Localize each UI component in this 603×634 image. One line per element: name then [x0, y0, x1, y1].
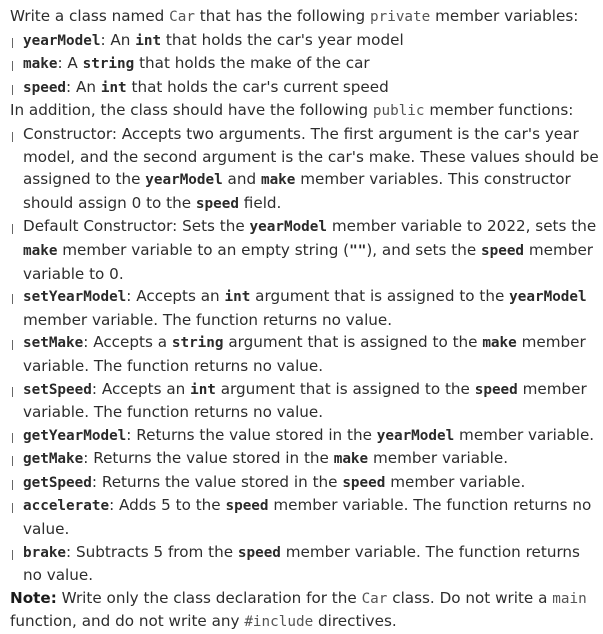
list-item: accelerate: Adds 5 to the speed member variable. The function returns no value.: [23, 494, 599, 540]
list-item: speed: An int that holds the car's current speed: [23, 76, 599, 100]
note-label: Note:: [10, 588, 57, 607]
list-item: setMake: Accepts a string argument that is assigned to the make member variable. The function returns no value.: [23, 331, 599, 377]
note-paragraph: Note: Write only the class declaration for the Car class. Do not write a main function, and do not write any #include directives.: [10, 588, 587, 631]
list-item: brake: Subtracts 5 from the speed member variable. The function returns no value.: [23, 541, 599, 587]
class-name-code: Car: [169, 9, 195, 25]
member-variable-list: [10, 29, 599, 100]
list-item: setYearModel: Accepts an int argument that is assigned to the yearModel member variable. The function returns no value.: [23, 285, 599, 331]
intro2-paragraph: In addition, the class should have the following public member functions:: [10, 101, 574, 120]
list-item: setSpeed: Accepts an int argument that is assigned to the speed member variable. The function returns no value.: [23, 378, 599, 424]
private-keyword: private: [370, 9, 431, 25]
member-function-list: [10, 123, 599, 587]
list-item: getYearModel: Returns the value stored in the yearModel member variable.: [23, 424, 599, 448]
list-item: getSpeed: Returns the value stored in the speed member variable.: [23, 471, 599, 495]
intro-paragraph: Write a class named Car that has the following private member variables:: [10, 7, 579, 25]
list-item: Default Constructor: Sets the yearModel member variable to 2022, sets the make member variable to an empty string (""), and sets the speed member variable to 0.: [23, 215, 599, 285]
list-item: make: A string that holds the make of the car: [23, 52, 599, 76]
list-item: Constructor: Accepts two arguments. The first argument is the car's year model, and the second argument is the car's make. These values should be assigned to the yearModel and make member variables. This constructor should assign 0 to the speed field.: [23, 123, 599, 215]
list-item: getMake: Returns the value stored in the make member variable.: [23, 447, 599, 471]
public-keyword: public: [372, 103, 425, 120]
list-item: yearModel: An int that holds the car's year model: [23, 29, 599, 53]
